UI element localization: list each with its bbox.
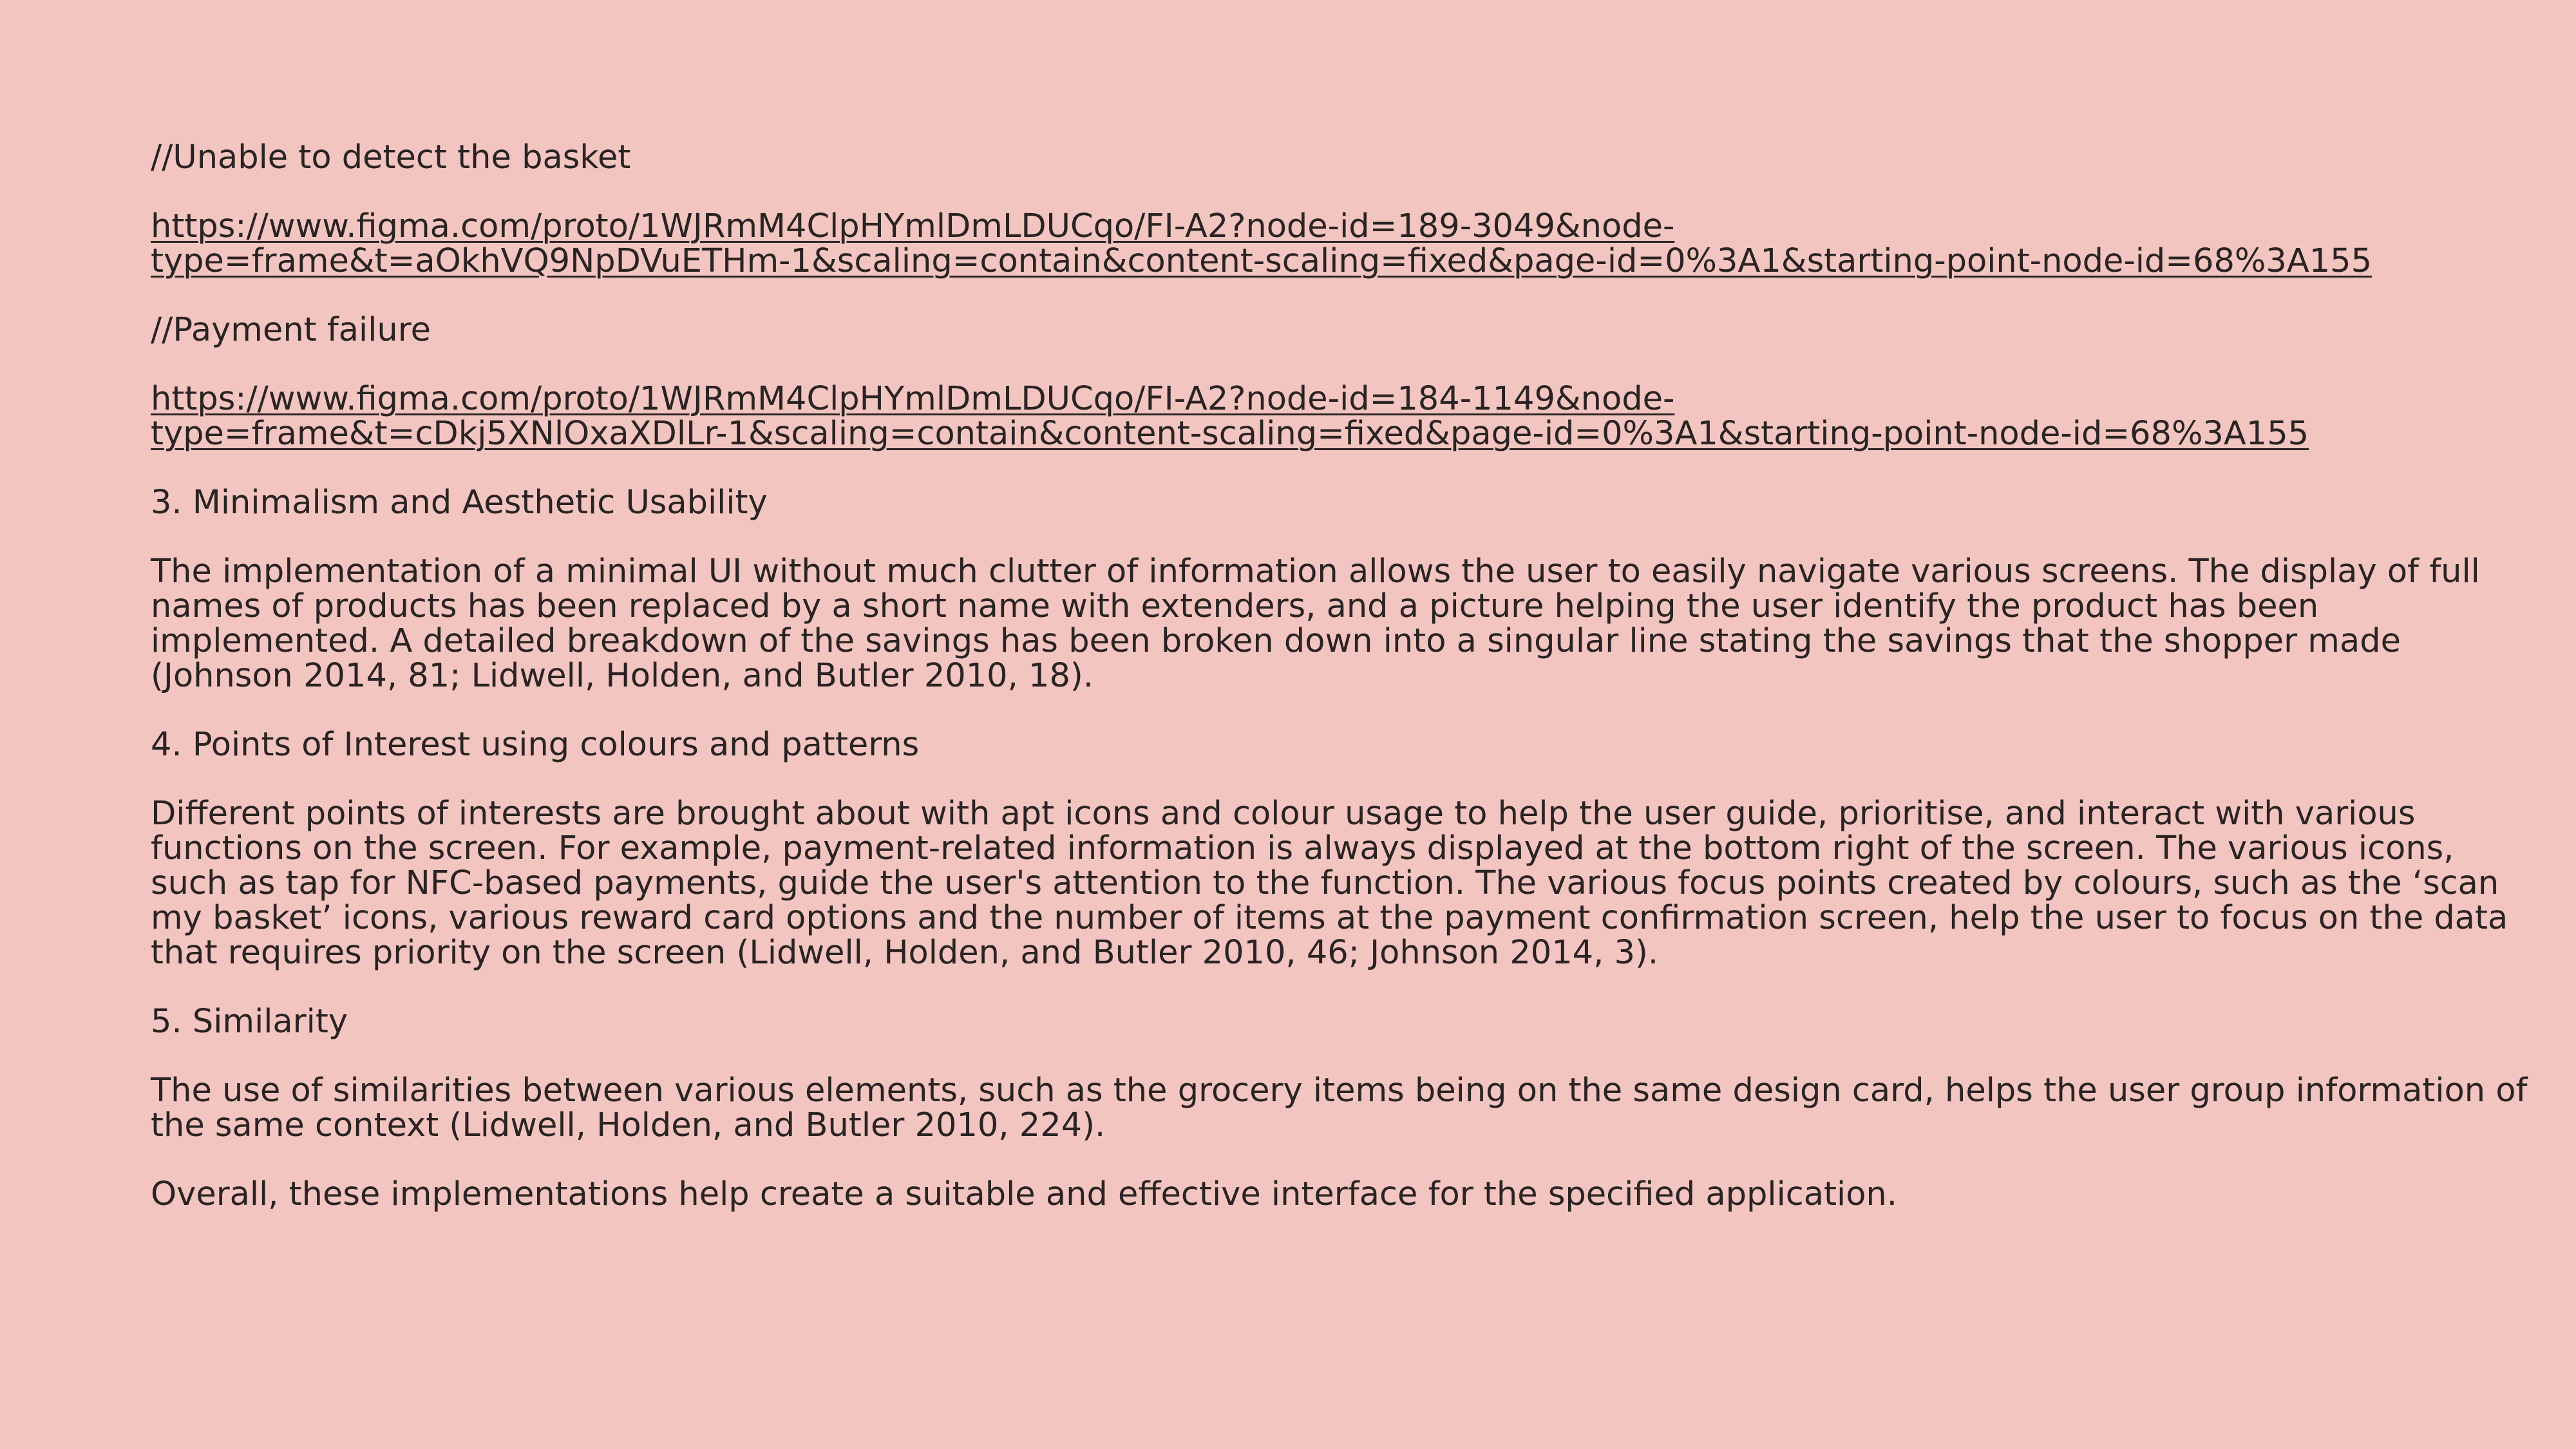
link-line-1[interactable]: https://www.figma.com/proto/1WJRmM4ClpHYmlDmLDUCqo/FI-A2?node-id=184-1149&node- xyxy=(151,380,1675,418)
paragraph-similarity xyxy=(151,1072,2528,1144)
paragraph-line: (Johnson 2014, 81; Lidwell, Holden, and Butler 2010, 18). xyxy=(151,657,1094,695)
paragraph-points-of-interest xyxy=(151,795,2508,972)
heading-points-of-interest xyxy=(151,728,2443,762)
figma-prototype-link-payment[interactable] xyxy=(151,382,2443,451)
paragraph-line: implemented. A detailed breakdown of the savings has been broken down into a singular line stating the savings that the shopper made xyxy=(151,622,2401,660)
figma-prototype-link-basket[interactable] xyxy=(151,209,2443,279)
paragraph-line: names of products has been replaced by a short name with extenders, and a picture helping the user identify the product has been xyxy=(151,587,2319,625)
heading-minimalism xyxy=(151,486,2443,520)
heading-text: 5. Similarity xyxy=(151,1003,348,1041)
paragraph-line: the same context (Lidwell, Holden, and Butler 2010, 224). xyxy=(151,1106,1106,1144)
figma-link-basket xyxy=(151,209,2443,279)
paragraph-line: functions on the screen. For example, payment-related information is always displayed at the bottom right of the screen. The various icons, xyxy=(151,829,2454,867)
paragraph-line: Different points of interests are brought about with apt icons and colour usage to help the user guide, prioritise, and interact with various xyxy=(151,795,2416,833)
heading-similarity xyxy=(151,1005,2443,1039)
heading-text: //Payment failure xyxy=(151,311,431,349)
heading-text: 4. Points of Interest using colours and patterns xyxy=(151,726,920,764)
paragraph-minimalism xyxy=(151,553,2480,695)
heading-text: //Unable to detect the basket xyxy=(151,138,631,176)
heading-unable-to-detect-basket xyxy=(151,140,2443,175)
figma-link-payment xyxy=(151,382,2443,451)
paragraph-line: Overall, these implementations help create a suitable and effective interface for the specified application. xyxy=(151,1175,1897,1213)
link-line-1[interactable]: https://www.figma.com/proto/1WJRmM4ClpHYmlDmLDUCqo/FI-A2?node-id=189-3049&node- xyxy=(151,207,1675,245)
paragraph-line: such as tap for NFC-based payments, guide the user's attention to the function. The various focus points created by colours, such as the ‘scan xyxy=(151,864,2499,902)
paragraph-overall xyxy=(151,1177,2443,1212)
paragraph-line: The use of similarities between various elements, such as the grocery items being on the same design card, helps the user group information of xyxy=(151,1072,2528,1110)
link-line-2[interactable]: type=frame&t=cDkj5XNlOxaXDlLr-1&scaling=contain&content-scaling=fixed&page-id=0%3A1&starting-point-node-id=68%3A155 xyxy=(151,415,2309,453)
paragraph-line: my basket’ icons, various reward card options and the number of items at the payment confirmation screen, help the user to focus on the data xyxy=(151,899,2508,937)
paragraph-line: that requires priority on the screen (Lidwell, Holden, and Butler 2010, 46; Johnson 2014, 3). xyxy=(151,934,1659,972)
heading-text: 3. Minimalism and Aesthetic Usability xyxy=(151,484,768,522)
paragraph-line: The implementation of a minimal UI without much clutter of information allows the user to easily navigate various screens. The display of full xyxy=(151,553,2480,591)
heading-payment-failure xyxy=(151,313,2443,348)
slide-text-body xyxy=(151,138,2528,1246)
link-line-2[interactable]: type=frame&t=aOkhVQ9NpDVuETHm-1&scaling=contain&content-scaling=fixed&page-id=0%3A1&starting-point-node-id=68%3A155 xyxy=(151,242,2372,280)
